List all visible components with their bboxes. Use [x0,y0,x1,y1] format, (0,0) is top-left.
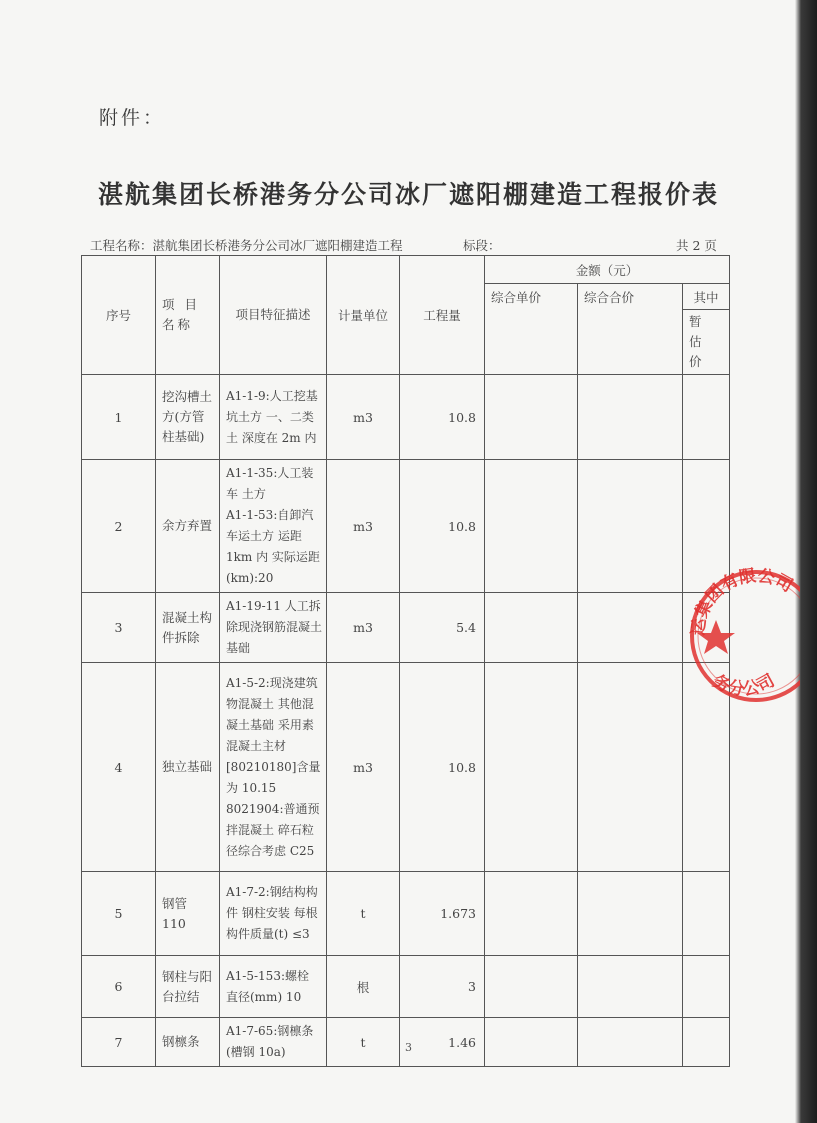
row-unit-price [485,663,578,872]
row-seq: 7 [82,1018,156,1067]
row-total-price [578,663,683,872]
header-unit-price: 综合单价 [485,284,578,375]
header-of-which: 其中 [683,284,730,310]
table-row [82,460,730,593]
header-quantity: 工程量 [400,256,485,375]
row-qty: 1.46 [400,1018,485,1067]
row-desc: A1-7-65:钢檩条(槽钢 10a) [220,1018,327,1067]
header-item-name: 项 目 名称 [156,256,220,375]
row-seq: 2 [82,460,156,593]
table-row [82,375,730,460]
row-seq: 5 [82,872,156,956]
table-row [82,663,730,872]
quotation-table [81,255,730,1067]
row-name: 余方弃置 [156,460,220,593]
header-unit: 计量单位 [327,256,400,375]
seal-text-bottom: 务分公司 [709,670,779,701]
attachment-label: 附件： [99,107,166,129]
row-qty: 10.8 [400,663,485,872]
row-seq: 6 [82,956,156,1018]
row-name: 钢柱与阳台拉结 [156,956,220,1018]
row-qty: 10.8 [400,375,485,460]
section-label: 标段： [463,238,501,253]
row-unit: m3 [327,375,400,460]
row-unit: m3 [327,593,400,663]
header-total-price: 综合合价 [578,284,683,375]
svg-text:运集团有限公司 [688,566,796,637]
header-description: 项目特征描述 [220,256,327,375]
row-total-price [578,593,683,663]
row-name: 混凝土构件拆除 [156,593,220,663]
header-seq: 序号 [82,256,156,375]
row-unit: t [327,1018,400,1067]
row-total-price [578,460,683,593]
header-provisional: 暂 估 价 [683,310,730,375]
header-row-1 [82,256,730,284]
row-unit-price [485,375,578,460]
row-unit: t [327,872,400,956]
project-name: 工程名称：湛航集团长桥港务分公司冰厂遮阳棚建造工程 [90,238,403,253]
row-total-price [578,872,683,956]
page-number: 3 [405,1041,412,1054]
row-unit-price [485,593,578,663]
row-provisional [683,956,730,1018]
header-amount: 金额（元） [485,256,730,284]
row-seq: 3 [82,593,156,663]
company-seal [676,558,800,714]
row-qty: 3 [400,956,485,1018]
row-desc: A1-19-11 人工拆除现浇钢筋混凝土 基础 [220,593,327,663]
row-unit: m3 [327,663,400,872]
svg-text:务分公司 [709,670,778,700]
row-name: 钢管 110 [156,872,220,956]
row-desc: A1-5-2:现浇建筑物混凝土 其他混凝土基础 采用素混凝土主材[80210180]含量为 10.15 8021904:普通预拌混凝土 碎石粒径综合考虑 C25 [220,663,327,872]
table-row [82,872,730,956]
row-seq: 1 [82,375,156,460]
row-total-price [578,956,683,1018]
seal-text-top: 运集团有限公司 [688,565,796,637]
row-qty: 10.8 [400,460,485,593]
document-title: 湛航集团长桥港务分公司冰厂遮阳棚建造工程报价表 [97,180,719,209]
row-unit-price [485,872,578,956]
total-pages: 共 2 页 [676,238,717,253]
row-seq: 4 [82,663,156,872]
row-total-price [578,375,683,460]
row-provisional [683,375,730,460]
row-unit-price [485,460,578,593]
row-desc: A1-1-9:人工挖基坑土方 一、二类土 深度在 2m 内 [220,375,327,460]
row-desc: A1-1-35:人工装车 土方 A1-1-53:自卸汽车运土方 运距 1km 内 实际运距(km):20 [220,460,327,593]
row-qty: 5.4 [400,593,485,663]
row-name: 钢檩条 [156,1018,220,1067]
table-row [82,956,730,1018]
row-desc: A1-7-2:钢结构构件 钢柱安装 每根构件质量(t) ≤3 [220,872,327,956]
table-row [82,593,730,663]
row-unit: 根 [327,956,400,1018]
row-unit-price [485,956,578,1018]
row-name: 独立基础 [156,663,220,872]
row-name: 挖沟槽土方(方管柱基础) [156,375,220,460]
row-provisional [683,872,730,956]
row-qty: 1.673 [400,872,485,956]
row-desc: A1-5-153:螺栓 直径(mm) 10 [220,956,327,1018]
row-unit: m3 [327,460,400,593]
